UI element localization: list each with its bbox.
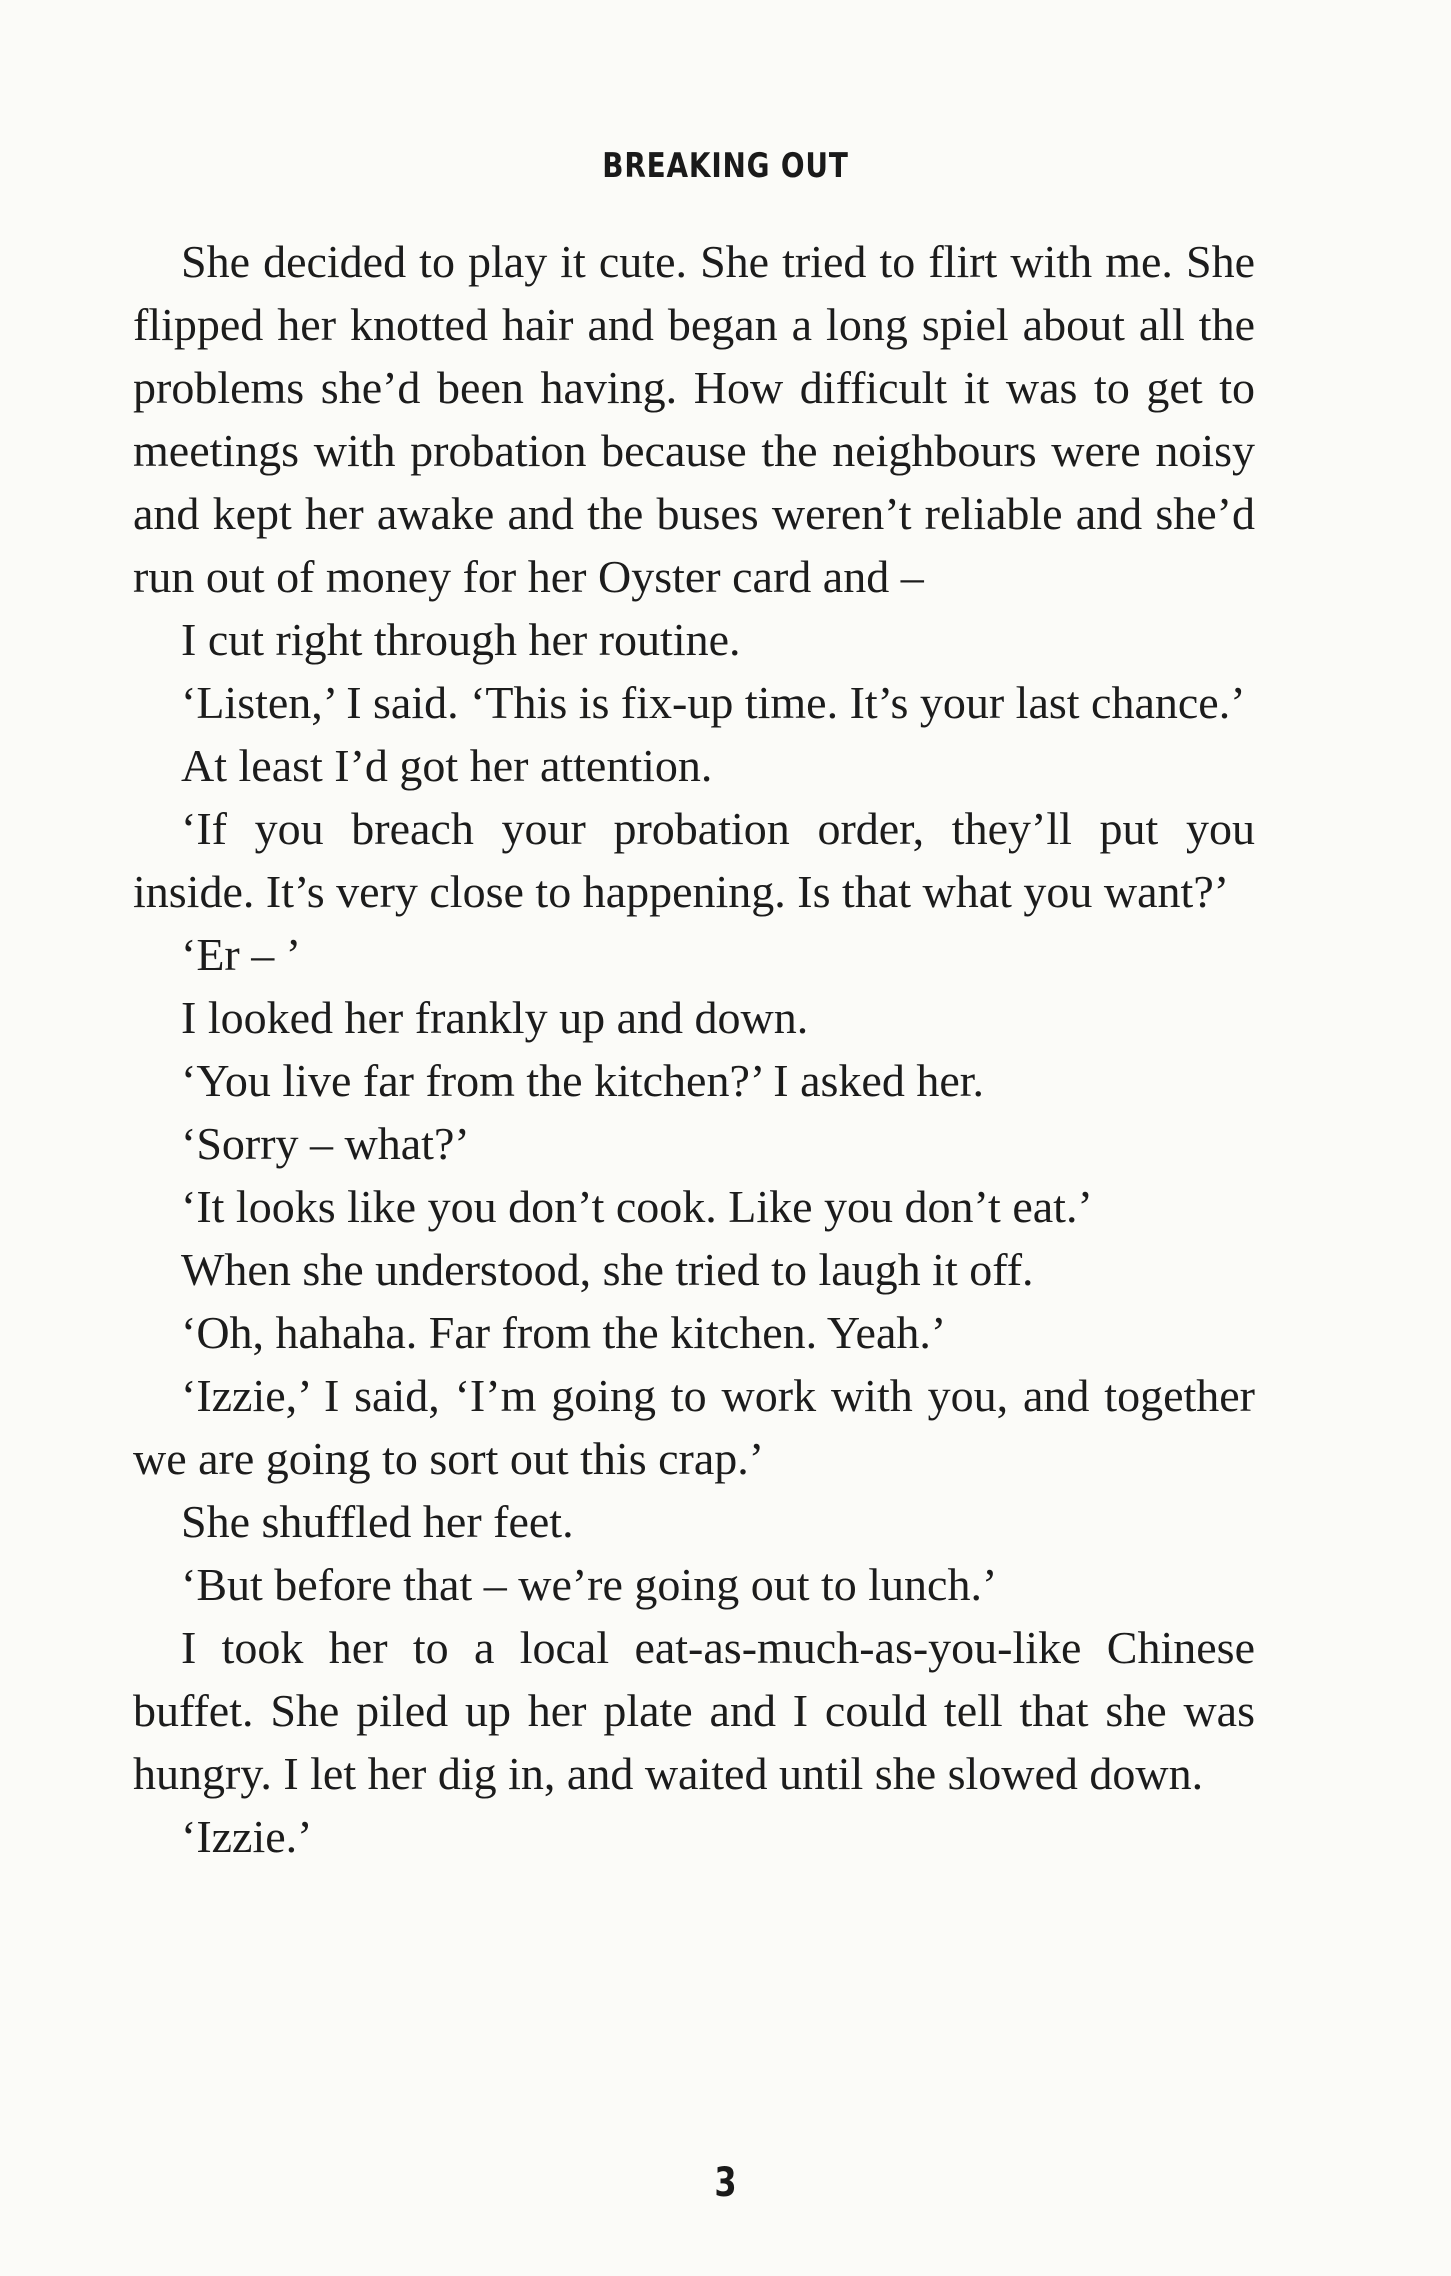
page-number: 3 — [714, 2160, 737, 2206]
paragraph: I took her to a local eat-as-much-as-you-like Chinese buffet. She piled up her plate and I could tell that she was hungry. I let her dig in, and waited until she slowed down. — [133, 1622, 1255, 1799]
paragraph: ‘You live far from the kitchen?’ I asked her. — [181, 1055, 985, 1106]
paragraph: She shuffled her feet. — [181, 1496, 574, 1547]
paragraph: ‘It looks like you don’t cook. Like you don’t eat.’ — [181, 1181, 1093, 1232]
paragraph: ‘Oh, hahaha. Far from the kitchen. Yeah.’ — [181, 1307, 947, 1358]
body-text — [133, 230, 1255, 1868]
paragraph: She decided to play it cute. She tried to flirt with me. She flipped her knotted hair and began a long spiel about all the problems she’d been having. How difficult it was to get to meetings with probation because the neighbours were noisy and kept her awake and the buses weren’t reliable and she’d run out of money for her Oyster card and – — [133, 236, 1255, 602]
paragraph: I cut right through her routine. — [181, 614, 741, 665]
paragraph: ‘But before that – we’re going out to lunch.’ — [181, 1559, 998, 1610]
running-head: BREAKING OUT — [602, 146, 849, 186]
paragraph: When she understood, she tried to laugh it off. — [181, 1244, 1034, 1295]
paragraph: ‘Sorry – what?’ — [181, 1118, 470, 1169]
paragraph: ‘Listen,’ I said. ‘This is fix-up time. It’s your last chance.’ — [181, 677, 1246, 728]
paragraph: ‘If you breach your probation order, they’ll put you inside. It’s very close to happening. Is that what you want?’ — [133, 803, 1255, 917]
paragraph: ‘Izzie.’ — [181, 1811, 313, 1862]
paragraph: At least I’d got her attention. — [181, 740, 713, 791]
paragraph: ‘Izzie,’ I said, ‘I’m going to work with you, and together we are going to sort out this crap.’ — [133, 1370, 1255, 1484]
paragraph: ‘Er – ’ — [181, 929, 302, 980]
paragraph: I looked her frankly up and down. — [181, 992, 809, 1043]
